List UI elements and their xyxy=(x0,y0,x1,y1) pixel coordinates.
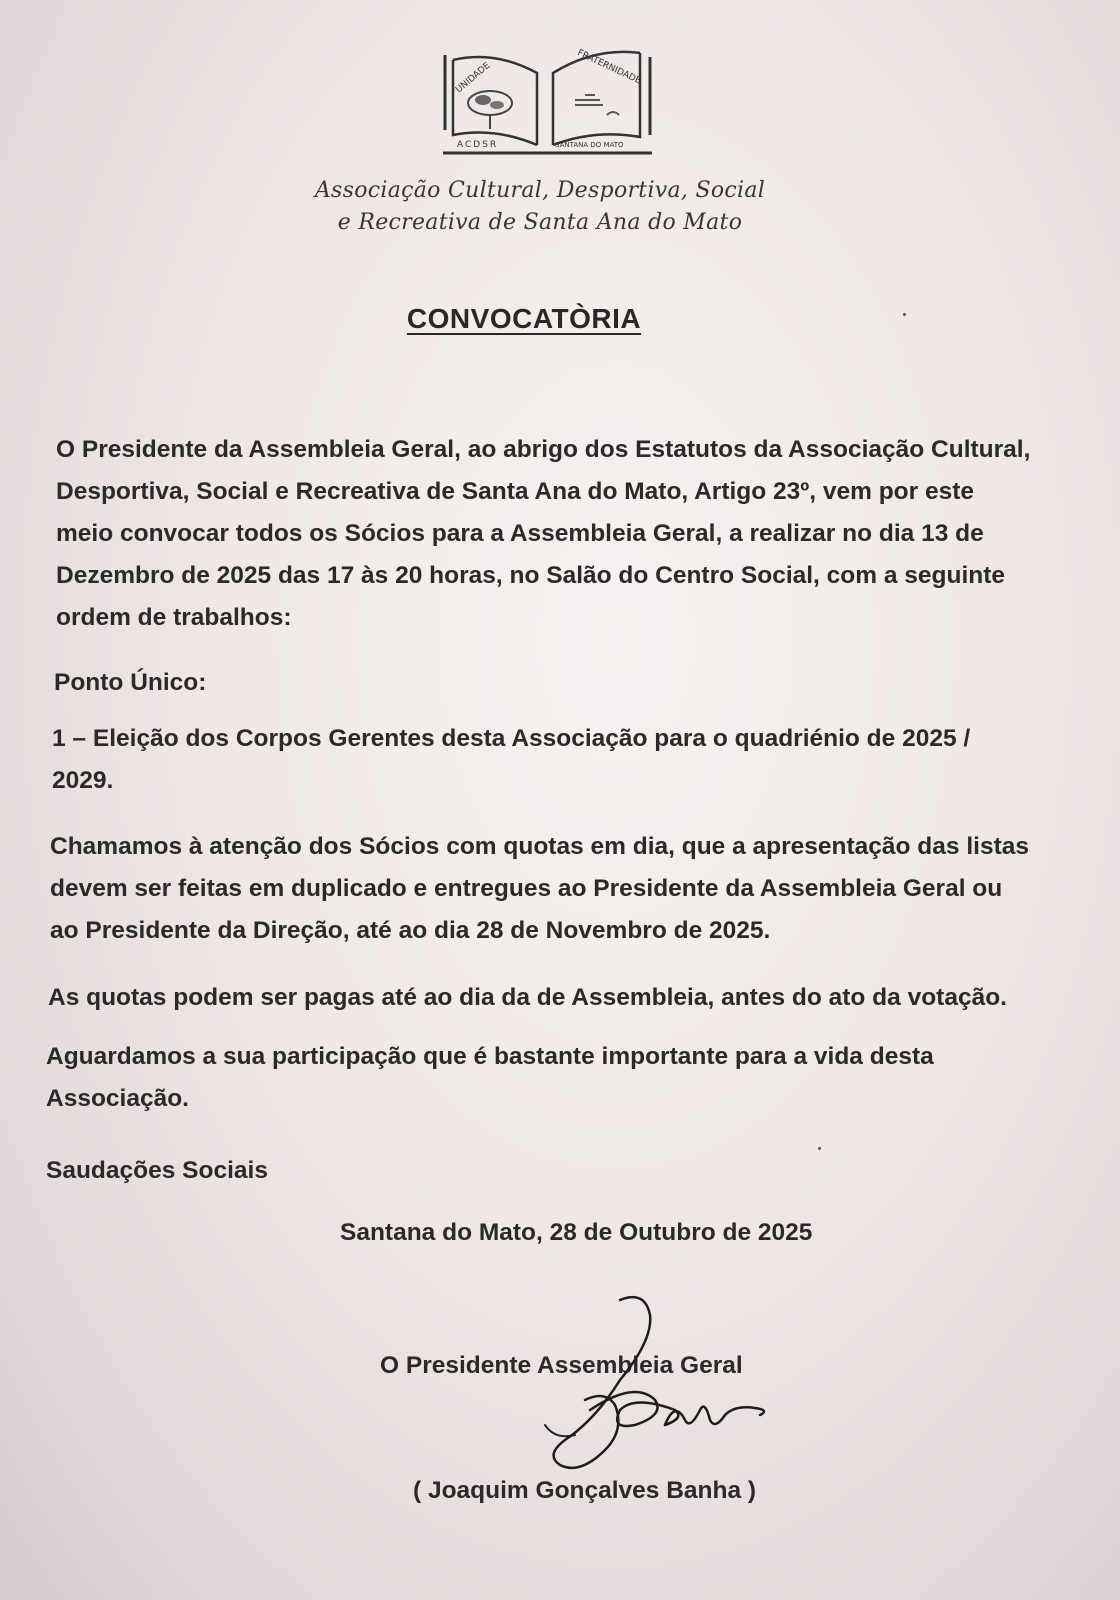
association-name xyxy=(0,175,1080,239)
paragraph-line: Associação. xyxy=(46,1085,189,1112)
lists-notice-paragraph xyxy=(50,826,1095,952)
logo-text-bottom-left: ACDSR xyxy=(457,140,499,150)
logo-text-top-right: FRATERNIDADE xyxy=(575,48,643,87)
document-title: CONVOCATÒRIA xyxy=(406,303,642,334)
agenda-item-line: 2029. xyxy=(52,767,114,794)
handwritten-signature xyxy=(525,1290,785,1490)
agenda-item-line: 1 – Eleição dos Corpos Gerentes desta Associação para o quadriénio de 2025 / xyxy=(52,725,971,752)
paragraph-line: Desportiva, Social e Recreativa de Santa Ana do Mato, Artigo 23º, vem por este xyxy=(56,478,975,505)
agenda-item xyxy=(52,718,1052,802)
paper-speck xyxy=(903,313,906,316)
paragraph-line: Dezembro de 2025 das 17 às 20 horas, no Salão do Centro Social, com a seguinte xyxy=(56,562,1006,589)
paragraph-line: ao Presidente da Direção, até ao dia 28 de Novembro de 2025. xyxy=(50,917,771,944)
paper-speck xyxy=(818,1147,821,1150)
paragraph-line: Aguardamos a sua participação que é bastante importante para a vida desta xyxy=(46,1043,934,1070)
convocation-paragraph xyxy=(56,429,1096,639)
signer-title: O Presidente Assembleia Geral xyxy=(380,1352,743,1379)
place-and-date: Santana do Mato, 28 de Outubro de 2025 xyxy=(340,1219,813,1246)
agenda-heading: Ponto Único: xyxy=(54,669,207,696)
signer-name: ( Joaquim Gonçalves Banha ) xyxy=(413,1477,757,1504)
paragraph-line: Chamamos à atenção dos Sócios com quotas em dia, que a apresentação das listas xyxy=(50,833,1029,860)
association-logo xyxy=(435,45,660,165)
association-name-line2: e Recreativa de Santa Ana do Mato xyxy=(337,210,743,235)
logo-text-top-left: UNIDADE xyxy=(454,60,493,96)
paragraph-line: ordem de trabalhos: xyxy=(56,604,292,631)
paragraph-line: meio convocar todos os Sócios para a Assembleia Geral, a realizar no dia 13 de xyxy=(56,520,984,547)
participation-paragraph xyxy=(46,1036,1046,1120)
logo-text-bottom-right: SANTANA DO MATO xyxy=(555,141,624,149)
fees-notice-paragraph: As quotas podem ser pagas até ao dia da de Assembleia, antes do ato da votação. xyxy=(48,984,1007,1011)
closing-greeting: Saudações Sociais xyxy=(46,1157,268,1184)
association-name-line1: Associação Cultural, Desportiva, Social xyxy=(314,178,766,203)
paragraph-line: O Presidente da Assembleia Geral, ao abrigo dos Estatutos da Associação Cultural, xyxy=(56,436,1031,463)
paragraph-line: devem ser feitas em duplicado e entregues ao Presidente da Assembleia Geral ou xyxy=(50,875,1003,902)
